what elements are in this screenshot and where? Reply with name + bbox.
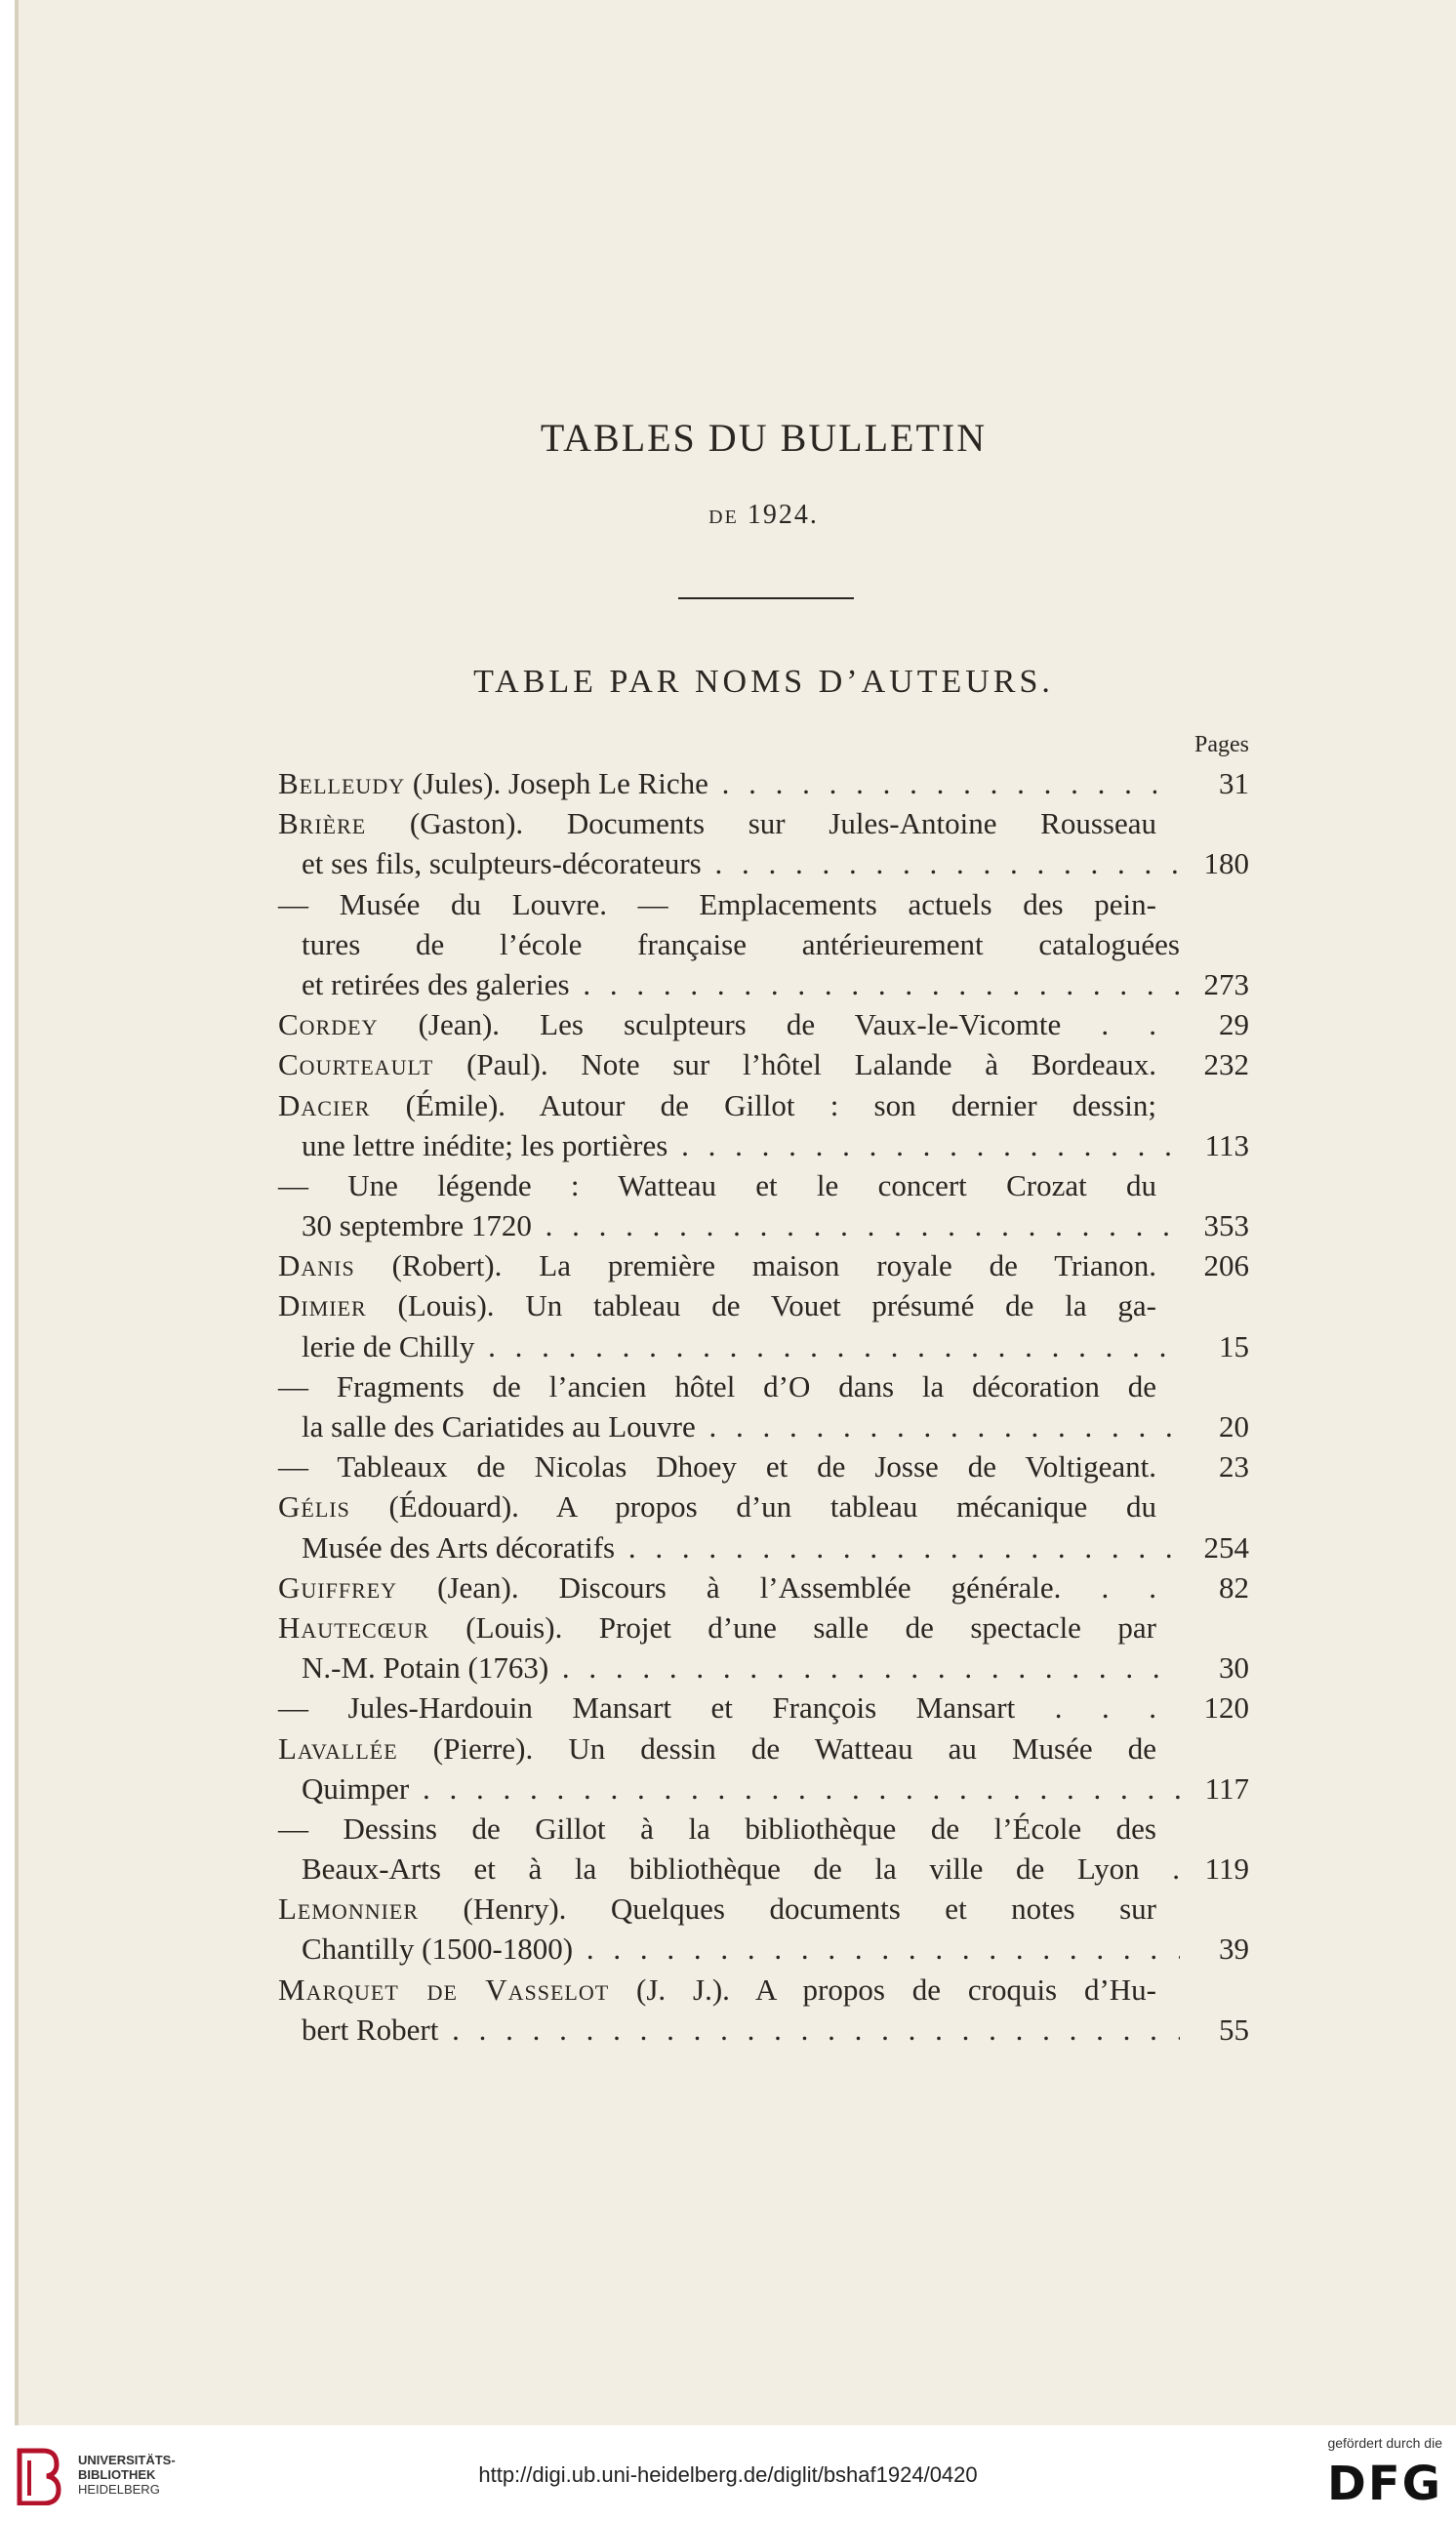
entry-title: — Fragments de l’ancien hôtel d’O dans la décoration de xyxy=(278,1368,1156,1403)
entry-page-number: 180 xyxy=(1203,846,1249,881)
entry-title: bert Robert xyxy=(302,2012,439,2047)
index-entry-line xyxy=(278,884,1249,924)
entry-text xyxy=(278,2010,1180,2050)
entry-text xyxy=(278,803,1156,843)
index-entry-line xyxy=(278,1849,1249,1889)
entry-text xyxy=(278,1687,1156,1728)
entry-page-number: 273 xyxy=(1203,966,1249,1001)
funding-note: gefördert durch die xyxy=(1327,2435,1442,2451)
entry-title: et ses fils, sculpteurs-décorateurs xyxy=(302,846,702,881)
entry-title: — Tableaux de Nicolas Dhoey et de Josse de Voltigeant. xyxy=(278,1449,1156,1484)
index-entry-line xyxy=(278,1929,1249,1969)
entry-page-number: 82 xyxy=(1219,1569,1249,1605)
entry-page-number: 23 xyxy=(1219,1449,1249,1484)
author-surname: Gélis xyxy=(278,1489,350,1525)
index-entry-line xyxy=(278,1527,1249,1567)
entry-page-number: 39 xyxy=(1219,1931,1249,1967)
library-name-line1: UNIVERSITÄTS- xyxy=(78,2453,176,2467)
index-entry-line xyxy=(278,1366,1249,1406)
entry-page-number: 31 xyxy=(1219,766,1249,800)
index-entry-line xyxy=(278,1567,1249,1607)
index-entry-line xyxy=(278,1326,1249,1366)
subtitle-prefix: DE xyxy=(708,507,739,528)
author-surname: Marquet de Vasselot xyxy=(278,1972,610,2007)
entry-page-number: 254 xyxy=(1203,1529,1249,1565)
title-divider xyxy=(678,597,854,599)
pages-column-label: Pages xyxy=(1194,732,1249,757)
footer-bar xyxy=(0,2425,1456,2521)
author-surname: Danis xyxy=(278,1248,355,1283)
index-entry-line xyxy=(278,1285,1249,1325)
entry-text xyxy=(278,763,1156,803)
entry-text xyxy=(278,1285,1156,1325)
index-entry-line xyxy=(278,1205,1249,1245)
entry-title: (Jules). Joseph Le Riche xyxy=(405,766,708,800)
entry-title: Quimper xyxy=(302,1770,410,1806)
entry-title: — Dessins de Gillot à la bibliothèque de l’École des xyxy=(278,1810,1156,1846)
entry-text xyxy=(278,843,1180,883)
index-entry-line xyxy=(278,1728,1249,1769)
entry-text xyxy=(278,1970,1156,2010)
entry-page-number: 29 xyxy=(1219,1007,1249,1042)
index-entry-line xyxy=(278,1245,1249,1285)
author-surname: Dimier xyxy=(278,1288,367,1323)
index-entry-line xyxy=(278,924,1249,964)
entry-page-number: 113 xyxy=(1204,1127,1249,1162)
author-index-list xyxy=(278,763,1249,2050)
entry-title: — Musée du Louvre. — Emplacements actuels des pein- xyxy=(278,886,1156,921)
entry-page-number: 117 xyxy=(1204,1770,1249,1806)
index-entry-line xyxy=(278,1769,1249,1809)
entry-text xyxy=(278,1527,1180,1567)
index-entry-line xyxy=(278,843,1249,883)
entry-text xyxy=(278,1567,1156,1607)
entry-title: (Louis). Projet d’une salle de spectacle par xyxy=(428,1609,1156,1645)
entry-text xyxy=(278,1125,1180,1165)
author-surname: Belleudy xyxy=(278,766,406,800)
author-surname: Lemonnier xyxy=(278,1891,420,1927)
entry-page-number: 232 xyxy=(1203,1047,1249,1082)
index-entry-line xyxy=(278,1085,1249,1125)
entry-title: tures de l’école française antérieurement cataloguées xyxy=(302,926,1180,961)
entry-text xyxy=(278,1889,1156,1929)
entry-title: Beaux-Arts et à la bibliothèque de la ville de Lyon . xyxy=(302,1851,1180,1887)
entry-text xyxy=(278,1326,1180,1366)
entry-text xyxy=(278,1647,1180,1687)
entry-title: Chantilly (1500-1800) xyxy=(302,1931,574,1967)
entry-text xyxy=(278,1769,1180,1809)
index-entry-line xyxy=(278,1165,1249,1205)
section-title: TABLE PAR NOMS D’AUTEURS. xyxy=(473,664,1054,700)
index-entry-line xyxy=(278,1044,1249,1084)
index-entry-line xyxy=(278,1607,1249,1647)
entry-title: (J. J.). A propos de croquis d’Hu- xyxy=(609,1972,1156,2007)
entry-title: une lettre inédite; les portières xyxy=(302,1127,668,1162)
entry-title: (Jean). Les sculpteurs de Vaux-le-Vicomte . . xyxy=(378,1007,1156,1042)
entry-title: — Une légende : Watteau et le concert Crozat du xyxy=(278,1167,1156,1202)
entry-text xyxy=(278,1004,1156,1044)
entry-text xyxy=(278,1486,1156,1526)
entry-text xyxy=(278,1085,1156,1125)
index-entry-line xyxy=(278,1970,1249,2010)
entry-title: N.-M. Potain (1763) xyxy=(302,1650,549,1686)
entry-page-number: 15 xyxy=(1219,1328,1249,1363)
entry-title: (Émile). Autour de Gillot : son dernier dessin; xyxy=(370,1087,1156,1122)
entry-title: — Jules-Hardouin Mansart et François Mansart . . . xyxy=(278,1690,1156,1726)
entry-text xyxy=(278,1728,1156,1769)
entry-text xyxy=(278,1044,1156,1084)
entry-text xyxy=(278,1406,1180,1446)
index-entry-line xyxy=(278,1125,1249,1165)
entry-title: (Louis). Un tableau de Vouet présumé de la ga- xyxy=(366,1288,1156,1323)
entry-page-number: 206 xyxy=(1203,1248,1249,1283)
scanned-page xyxy=(15,0,1456,2425)
index-entry-line xyxy=(278,1647,1249,1687)
entry-text xyxy=(278,884,1156,924)
entry-title: 30 septembre 1720 xyxy=(302,1208,532,1243)
author-surname: Cordey xyxy=(278,1007,379,1042)
entry-text xyxy=(278,964,1180,1004)
entry-page-number: 20 xyxy=(1219,1409,1249,1443)
entry-page-number: 55 xyxy=(1219,2012,1249,2047)
author-surname: Brière xyxy=(278,806,367,841)
index-entry-line xyxy=(278,1446,1249,1486)
index-entry-line xyxy=(278,803,1249,843)
entry-title: (Édouard). A propos d’un tableau mécanique du xyxy=(349,1489,1156,1525)
entry-title: (Jean). Discours à l’Assemblée générale. . . xyxy=(397,1569,1156,1605)
entry-page-number: 119 xyxy=(1204,1851,1249,1887)
author-surname: Dacier xyxy=(278,1087,371,1122)
index-entry-line xyxy=(278,964,1249,1004)
page-title: TABLES DU BULLETIN xyxy=(540,416,988,460)
page-subtitle xyxy=(278,500,1249,531)
index-entry-line xyxy=(278,2010,1249,2050)
entry-title: (Pierre). Un dessin de Watteau au Musée de xyxy=(397,1730,1156,1766)
subtitle-year: 1924. xyxy=(747,500,819,530)
dfg-logo: DFG xyxy=(1326,2457,1442,2511)
entry-text xyxy=(278,924,1180,964)
source-url-link[interactable]: http://digi.ub.uni-heidelberg.de/diglit/bshaf1924/0420 xyxy=(478,2462,978,2487)
author-surname: Guiffrey xyxy=(278,1569,398,1605)
entry-text xyxy=(278,1366,1156,1406)
author-surname: Lavallée xyxy=(278,1730,398,1766)
entry-title: (Robert). La première maison royale de Trianon. xyxy=(354,1248,1156,1283)
entry-page-number: 120 xyxy=(1203,1690,1249,1726)
index-entry-line xyxy=(278,1687,1249,1728)
entry-text xyxy=(278,1929,1180,1969)
entry-title: et retirées des galeries xyxy=(302,966,570,1001)
entry-title: Musée des Arts décoratifs xyxy=(302,1529,616,1565)
library-name-line3: HEIDELBERG xyxy=(78,2482,160,2497)
entry-page-number: 353 xyxy=(1203,1208,1249,1243)
entry-text xyxy=(278,1809,1156,1849)
library-name-line2: BIBLIOTHEK xyxy=(78,2467,156,2482)
index-entry-line xyxy=(278,1406,1249,1446)
entry-title: lerie de Chilly xyxy=(302,1328,475,1363)
index-entry-line xyxy=(278,763,1249,803)
entry-text xyxy=(278,1205,1180,1245)
entry-text xyxy=(278,1245,1156,1285)
index-entry-line xyxy=(278,1486,1249,1526)
index-entry-line xyxy=(278,1004,1249,1044)
index-entry-line xyxy=(278,1889,1249,1929)
index-entry-line xyxy=(278,1809,1249,1849)
entry-title: (Henry). Quelques documents et notes sur xyxy=(419,1891,1156,1927)
entry-text xyxy=(278,1446,1156,1486)
entry-title: (Gaston). Documents sur Jules-Antoine Rousseau xyxy=(366,806,1156,841)
entry-page-number: 30 xyxy=(1219,1650,1249,1686)
entry-text xyxy=(278,1849,1180,1889)
author-surname: Courteault xyxy=(278,1047,434,1082)
author-surname: Hautecœur xyxy=(278,1609,429,1645)
entry-title: (Paul). Note sur l’hôtel Lalande à Bordeaux. xyxy=(433,1047,1156,1082)
entry-text xyxy=(278,1165,1156,1205)
entry-title: la salle des Cariatides au Louvre xyxy=(302,1409,696,1443)
entry-text xyxy=(278,1607,1156,1647)
